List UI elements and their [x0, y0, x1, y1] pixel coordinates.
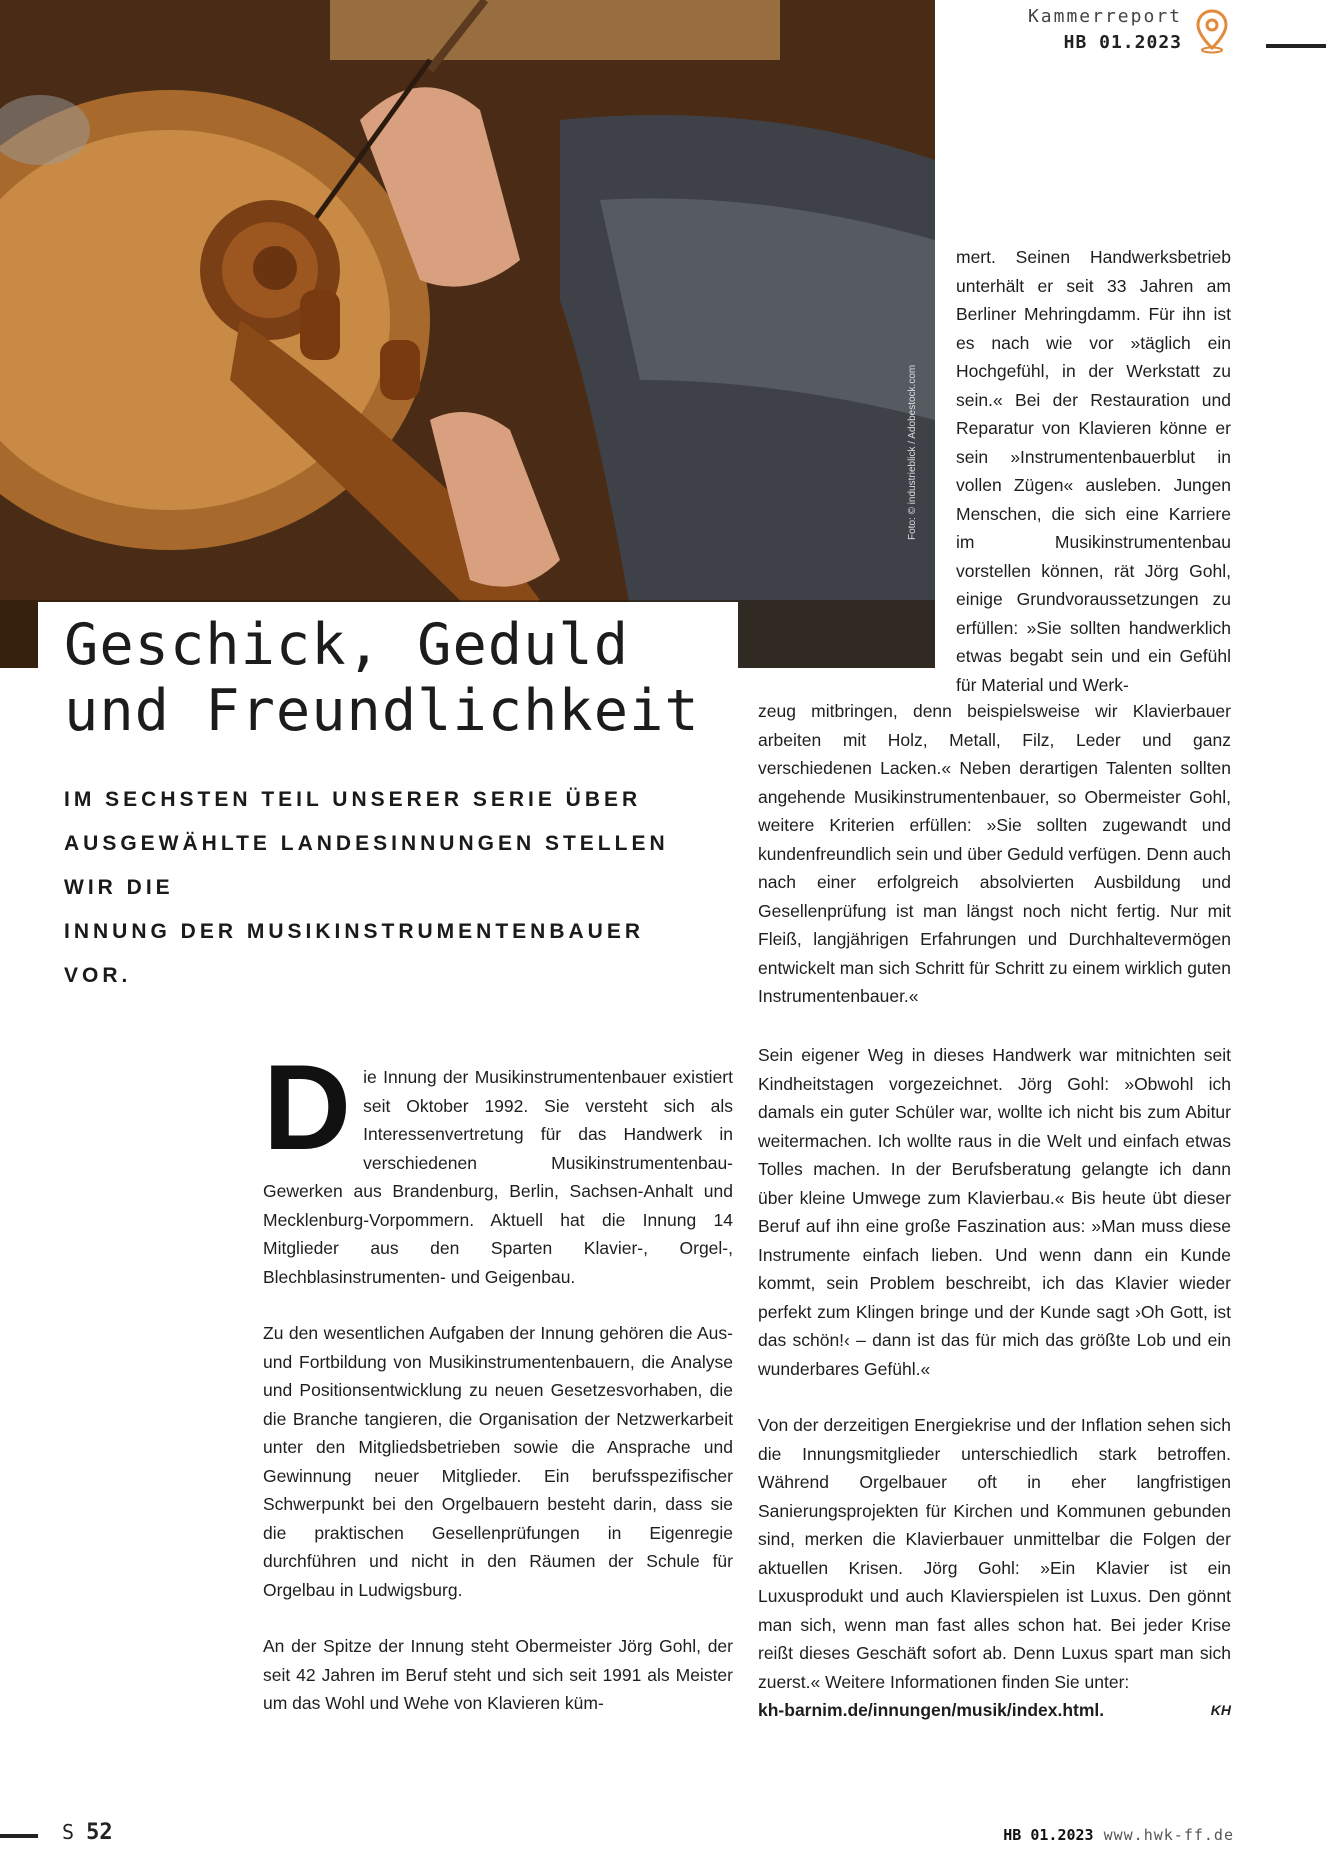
footer-info	[1003, 1826, 1234, 1844]
subtitle-line: AUSGEWÄHLTE LANDESINNUNGEN STELLEN WIR DIE	[64, 832, 669, 899]
body-column-right-mid	[758, 697, 1231, 1011]
subtitle-line: INNUNG DER MUSIKINSTRUMENTENBAUER VOR.	[64, 920, 645, 987]
paragraph: An der Spitze der Innung steht Obermeister Jörg Gohl, der seit 42 Jahren im Beruf steht und sich seit 1991 als Meister um das Wohl und Wehe von Klavieren küm-	[263, 1636, 733, 1713]
photo-credit: Foto: © industrieblick / Adobestock.com	[907, 364, 918, 540]
paragraph-text: Von der derzeitigen Energiekrise und der Inflation sehen sich die Innungsmitglieder unterschiedlich stark betroffen. Während Orgelbauer oft in eher langfristigen Sanierungsprojekten für Kirchen und Kommunen gebunden sind, merken die Klavierbauer unmittelbar die Folgen der aktuellen Krisen. Jörg Gohl: »Ein Klavier ist ein Luxusprodukt und auch Klavierspielen ist Luxus. Den gönnt man sich, wenn man fast alles schon hat. Bei jeder Krise reißt dieses Geschäft sofort ab. Denn Luxus spart man sich zuerst.« Weitere Informationen finden Sie unter:	[758, 1415, 1231, 1692]
paragraph: mert. Seinen Handwerksbetrieb unterhält er seit 33 Jahren am Berliner Mehringdamm. Für ihn ist es nach wie vor »täglich ein Hochgefühl, in der Werkstatt zu sein.« Bei der Restauration und Reparatur von Klavieren könne er sein »Instrumentenbauerblut in vollen Zügen« ausleben. Jungen Menschen, die sich eine Karriere im Musikinstrumentenbau vorstellen können, rät Jörg Gohl, einige Grundvoraussetzungen zu erfüllen: »Sie sollten handwerklich etwas begabt sein und ein Gefühl für Material und Werk-	[956, 247, 1231, 695]
title-line: Geschick, Geduld	[64, 612, 630, 678]
header-rule	[1266, 44, 1326, 48]
footer-issue: HB 01.2023	[1003, 1826, 1094, 1844]
body-column-right	[758, 1041, 1231, 1725]
paragraph: zeug mitbringen, denn beispielsweise wir Klavierbauer arbeiten mit Holz, Metall, Filz, Leder und ganz verschiedenen Lacken.« Neben derartigen Talenten sollten angehende Musikinstrumentenbauer, so Obermeister Gohl, weitere Kriterien erfüllen: »Sie sollten zugewandt und kundenfreundlich sein und über Geduld verfügen. Denn auch nach einer erfolgreich absolvierten Ausbildung und Gesellenprüfung ist man längst noch nicht fertig. Nur mit Fleiß, langjährigen Erfahrungen und Durchhaltevermögen entwickelt man sich Schritt für Schritt zu einem wirklich guten Instrumentenbauer.«	[758, 701, 1231, 1006]
page-number-value: 52	[86, 1820, 113, 1845]
paragraph-text: ie Innung der Musikinstrumentenbauer existiert seit Oktober 1992. Sie versteht sich als Interessenvertretung für das Handwerk in verschiedenen Musikinstrumentenbau-Gewerken aus Brandenburg, Berlin, Sachsen-Anhalt und Mecklenburg-Vorpommern. Aktuell hat die Innung 14 Mitglieder aus den Sparten Klavier-, Orgel-, Blechblasinstrumenten- und Geigenbau.	[263, 1067, 733, 1287]
paragraph	[758, 1411, 1231, 1725]
page-prefix: S	[62, 1820, 75, 1844]
paragraph: Zu den wesentlichen Aufgaben der Innung gehören die Aus- und Fortbildung von Musikinstrumentenbauern, die Analyse und Positionsentwicklung zu neuen Gesetzesvorhaben, die die Branche tangieren, die Organisation der Netzwerkarbeit unter den Mitgliedsbetrieben sowie die Ansprache und Gewinnung neuer Mitglieder. Ein berufsspezifischer Schwerpunkt bei den Orgelbauern besteht darin, dass sie die praktischen Gesellenprüfungen in Eigenregie durchführen und nicht in den Räumen der Schule für Orgelbau in Ludwigsburg.	[263, 1323, 733, 1600]
issue-label: HB 01.2023	[1063, 32, 1182, 53]
violin-illustration	[0, 0, 935, 668]
article-title	[64, 612, 700, 744]
body-column-left	[263, 1039, 733, 1746]
location-pin-icon	[1194, 8, 1230, 54]
body-column-right-top	[956, 243, 1231, 699]
info-link[interactable]: kh-barnim.de/innungen/musik/index.html.	[758, 1700, 1105, 1720]
paragraph	[263, 1039, 733, 1291]
paragraph: Sein eigener Weg in dieses Handwerk war mitnichten seit Kindheitstagen vorgezeichnet. Jörg Gohl: »Obwohl ich damals ein guter Schüler war, wollte ich nicht bis zum Abitur weitermachen. Ich wollte raus in die Welt und einfach etwas Tolles machen. In der Berufsberatung gelangte ich dann über kleine Umwege zum Klavierbau.« Bis heute übt dieser Beruf auf ihn eine große Faszination aus: »Man muss diese Instrumente einfach lieben. Und wenn dann ein Kunde kommt, sein Problem beschreibt, ich das Klavier wieder perfekt zum Klingen bringe und der Kunde sagt ›Oh Gott, ist das schön!‹ – dann ist das für mich das größte Lob und ein wunderbares Gefühl.«	[758, 1045, 1231, 1379]
article-subtitle	[64, 778, 704, 998]
subtitle-line: IM SECHSTEN TEIL UNSERER SERIE ÜBER	[64, 788, 642, 811]
footer-url[interactable]: www.hwk-ff.de	[1103, 1826, 1234, 1844]
section-label: Kammerreport	[1027, 6, 1182, 27]
author-initials: KH	[1210, 1702, 1231, 1718]
page-number	[62, 1820, 113, 1845]
title-line: und Freundlichkeit	[64, 678, 700, 744]
drop-cap: D	[263, 1039, 352, 1175]
article-photo	[0, 0, 935, 668]
footer-rule	[0, 1834, 38, 1838]
